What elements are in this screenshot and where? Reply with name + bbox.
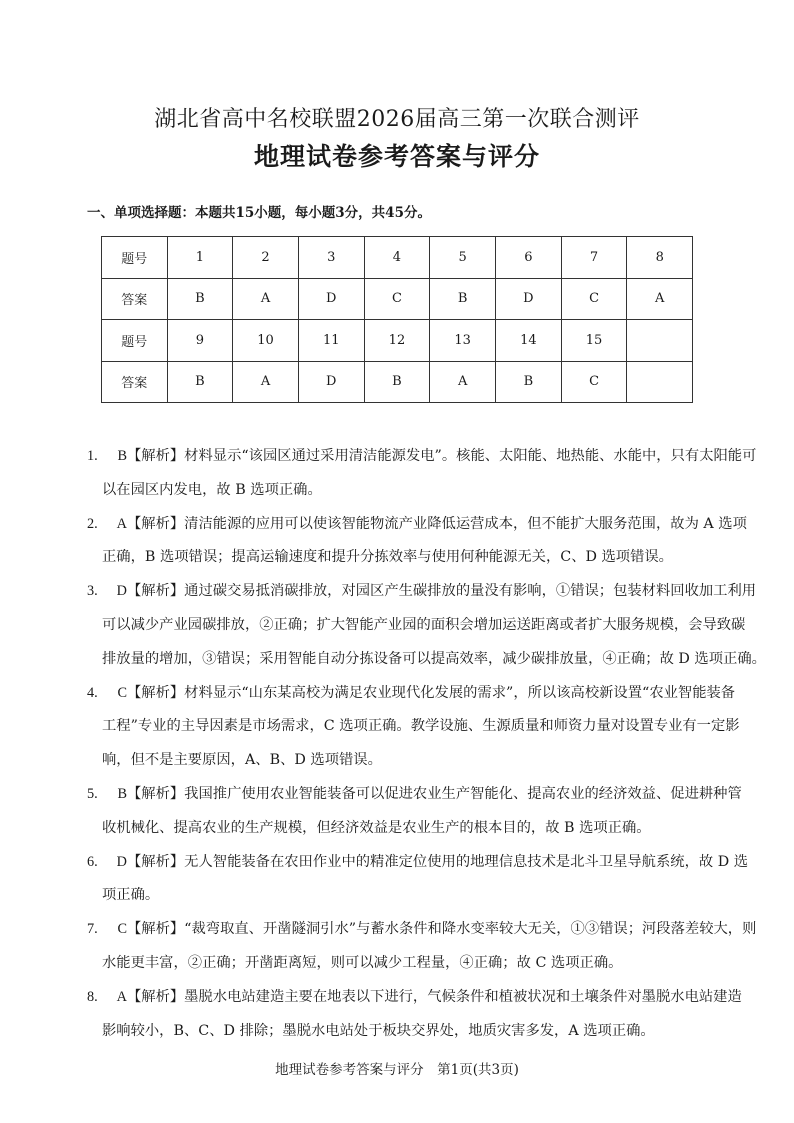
table-row [102,320,693,362]
table-cell: 3 [298,237,364,279]
exam-subtitle: 地理试卷参考答案与评分 [253,142,540,171]
explanation-line [87,1015,707,1049]
explanations [87,440,766,1048]
table-cell: 8 [627,237,693,279]
table-cell: 15 [561,320,627,362]
exam-title: 湖北省高中名校联盟2026届高三第一次联合测评 [154,107,640,132]
explanation-text: 影响较小，B、C、D 排除；墨脱水电站处于板块交界处，地质灾害多发，A 选项正确。 [102,1022,655,1039]
item-number: 4. C [87,684,127,701]
item-number: 6. D [87,853,127,870]
table-cell: 4 [364,237,430,279]
table-cell: B [364,361,430,403]
table-cell: 1 [167,237,233,279]
table-cell: B [167,278,233,320]
explanation-line [87,744,707,778]
explanation-text: 【解析】无人智能装备在农田作业中的精准定位使用的地理信息技术是北斗卫星导航系统，故 D 选 [127,853,749,870]
table-row [102,237,693,279]
explanation-line [87,575,757,609]
table-cell: 2 [233,237,299,279]
table-cell: B [430,278,496,320]
table-cell: A [233,361,299,403]
item-number: 8. A [87,988,127,1005]
table-cell: 10 [233,320,299,362]
table-cell: 9 [167,320,233,362]
table-cell: C [561,361,627,403]
explanation-line [87,778,742,812]
explanation-text: 工程”专业的主导因素是市场需求，C 选项正确。教学设施、生源质量和师资力量对设置专业有一定影 [102,718,740,735]
table-cell: A [627,278,693,320]
table-cell: 答案 [102,278,168,320]
explanation-text: 【解析】材料显示“该园区通过采用清洁能源发电”。核能、太阳能、地热能、水能中，只有太阳能可 [127,448,757,464]
page-footer: 地理试卷参考答案与评分 第1页(共3页) [275,1062,519,1078]
table-cell: 题号 [102,320,168,362]
item-number: 1. B [87,448,127,464]
explanation-text: 【解析】清洁能源的应用可以使该智能物流产业降低运营成本，但不能扩大服务范围，故为 A 选项 [127,515,747,532]
table-cell: 题号 [102,237,168,279]
table-cell: B [167,361,233,403]
explanation-line [87,981,742,1015]
explanation-text: 【解析】我国推广使用农业智能装备可以促进农业生产智能化、提高农业的经济效益、促进耕种管 [127,785,742,802]
table-cell: 11 [298,320,364,362]
table-cell [627,361,693,403]
table-cell: A [430,361,496,403]
explanation-line [87,643,766,677]
explanation-text: 水能更丰富，②正确；开凿距离短，则可以减少工程量，④正确；故 C 选项正确。 [102,954,623,971]
explanation-text: 【解析】墨脱水电站建造主要在地表以下进行，气候条件和植被状况和土壤条件对墨脱水电站建造 [127,988,742,1005]
table-cell: D [298,278,364,320]
item-number: 2. A [87,515,127,532]
table-cell: 6 [496,237,562,279]
explanation-text: 【解析】通过碳交易抵消碳排放，对园区产生碳排放的量没有影响，①错误；包装材料回收加工利用 [127,583,757,600]
explanation-text: 【解析】材料显示“山东某高校为满足农业现代化发展的需求”，所以该高校新设置“农业智能装备 [127,684,736,701]
table-cell [627,320,693,362]
explanation-text: 以在园区内发电，故 B 选项正确。 [102,481,322,498]
table-cell: 14 [496,320,562,362]
table-cell: 13 [430,320,496,362]
explanation-text: 可以减少产业园碳排放，②正确；扩大智能产业园的面积会增加运送距离或者扩大服务规模，会导致碳 [102,616,746,633]
item-number: 3. D [87,583,127,600]
answer-table [101,236,693,403]
explanation-line [87,710,740,744]
table-cell: C [561,278,627,320]
table-cell: 7 [561,237,627,279]
explanation-line [87,846,749,880]
explanation-line [87,474,707,508]
explanation-line [87,947,707,981]
item-number: 5. B [87,785,127,802]
table-cell: C [364,278,430,320]
explanation-line [87,879,707,913]
table-cell: D [298,361,364,403]
explanation-text: 响，但不是主要原因，A、B、D 选项错误。 [102,752,382,769]
explanation-line [87,440,757,474]
table-cell: 答案 [102,361,168,403]
explanation-text: 项正确。 [102,887,160,904]
table-cell: B [496,361,562,403]
explanation-line [87,913,757,947]
table-cell: 12 [364,320,430,362]
item-number: 7. C [87,921,127,938]
table-cell: D [496,278,562,320]
table-row [102,278,693,320]
explanation-line [87,508,747,542]
table-row [102,361,693,403]
explanation-line [87,609,746,643]
explanation-text: 收机械化、提高农业的生产规模，但经济效益是农业生产的根本目的，故 B 选项正确。 [102,819,651,836]
table-cell: A [233,278,299,320]
explanation-line [87,677,736,711]
explanation-line [87,541,707,575]
explanation-text: 排放量的增加，③错误；采用智能自动分拣设备可以提高效率，减少碳排放量，④正确；故 D 选项正确。 [102,650,766,667]
explanation-line [87,812,707,846]
explanation-text: 正确，B 选项错误；提高运输速度和提升分拣效率与使用何种能源无关，C、D 选项错误。 [102,549,673,566]
section-heading: 一、单项选择题：本题共15小题，每小题3分，共45分。 [87,205,431,221]
explanation-text: 【解析】“裁弯取直、开凿隧洞引水”与蓄水条件和降水变率较大无关，①③错误；河段落差较大，则 [127,921,757,938]
table-cell: 5 [430,237,496,279]
